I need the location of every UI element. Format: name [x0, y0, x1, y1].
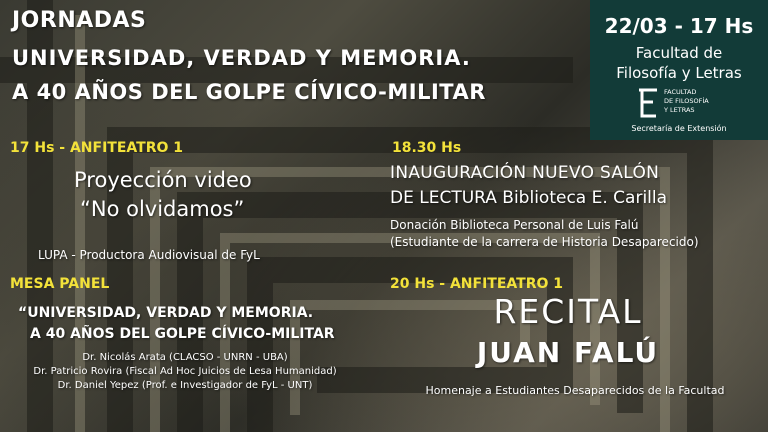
- header-title: UNIVERSIDAD, VERDAD Y MEMORIA.: [12, 46, 471, 70]
- event2-detail-line2: (Estudiante de la carrera de Historia Desaparecido): [390, 235, 699, 249]
- logo-text-line3: Y LETRAS: [664, 106, 695, 114]
- event1-credit: LUPA - Productora Audiovisual de FyL: [38, 248, 260, 262]
- event1-title-line1: Proyección video: [74, 168, 252, 192]
- faculty-logo-mark: [636, 88, 660, 118]
- event1-heading: 17 Hs - ANFITEATRO 1: [10, 140, 183, 156]
- event4-tribute: Homenaje a Estudiantes Desaparecidos de la Facultad: [425, 384, 725, 397]
- event3-title-line1: “UNIVERSIDAD, VERDAD Y MEMORIA.: [18, 305, 314, 321]
- event4-title-line2: JUAN FALÚ: [476, 336, 660, 369]
- logo-text-line1: FACULTAD: [664, 88, 697, 96]
- event4-title-line1: RECITAL: [493, 292, 643, 331]
- event3-title-line2: A 40 AÑOS DEL GOLPE CÍVICO-MILITAR: [30, 326, 335, 342]
- event2-detail-line1: Donación Biblioteca Personal de Luis Falú: [390, 218, 639, 232]
- event2-heading: 18.30 Hs: [392, 140, 462, 156]
- logo-text-line2: DE FILOSOFÍA: [664, 97, 709, 105]
- faculty-name-line2: Filosofía y Letras: [616, 64, 742, 82]
- panelist-item: Dr. Daniel Yepez (Prof. e Investigador de FyL - UNT): [57, 380, 313, 391]
- event2-title-line1: INAUGURACIÓN NUEVO SALÓN: [390, 163, 660, 183]
- secretaria-label: Secretaría de Extensión: [631, 124, 727, 133]
- panelist-item: Dr. Nicolás Arata (CLACSO - UNRN - UBA): [82, 352, 288, 363]
- event2-title-line2: DE LECTURA Biblioteca E. Carilla: [390, 188, 668, 208]
- header-kicker: JORNADAS: [12, 8, 147, 33]
- faculty-name-line1: Facultad de: [635, 44, 723, 62]
- date-time: 22/03 - 17 Hs: [604, 14, 754, 38]
- faculty-logo: [636, 88, 760, 118]
- event1-title-line2: “No olvidamos”: [80, 197, 245, 221]
- event3-heading: MESA PANEL: [10, 276, 110, 292]
- event4-heading: 20 Hs - ANFITEATRO 1: [390, 276, 563, 292]
- date-info-box: [590, 0, 768, 140]
- header-subtitle: A 40 AÑOS DEL GOLPE CÍVICO-MILITAR: [12, 80, 486, 104]
- panelist-item: Dr. Patricio Rovira (Fiscal Ad Hoc Juicios de Lesa Humanidad): [33, 366, 337, 377]
